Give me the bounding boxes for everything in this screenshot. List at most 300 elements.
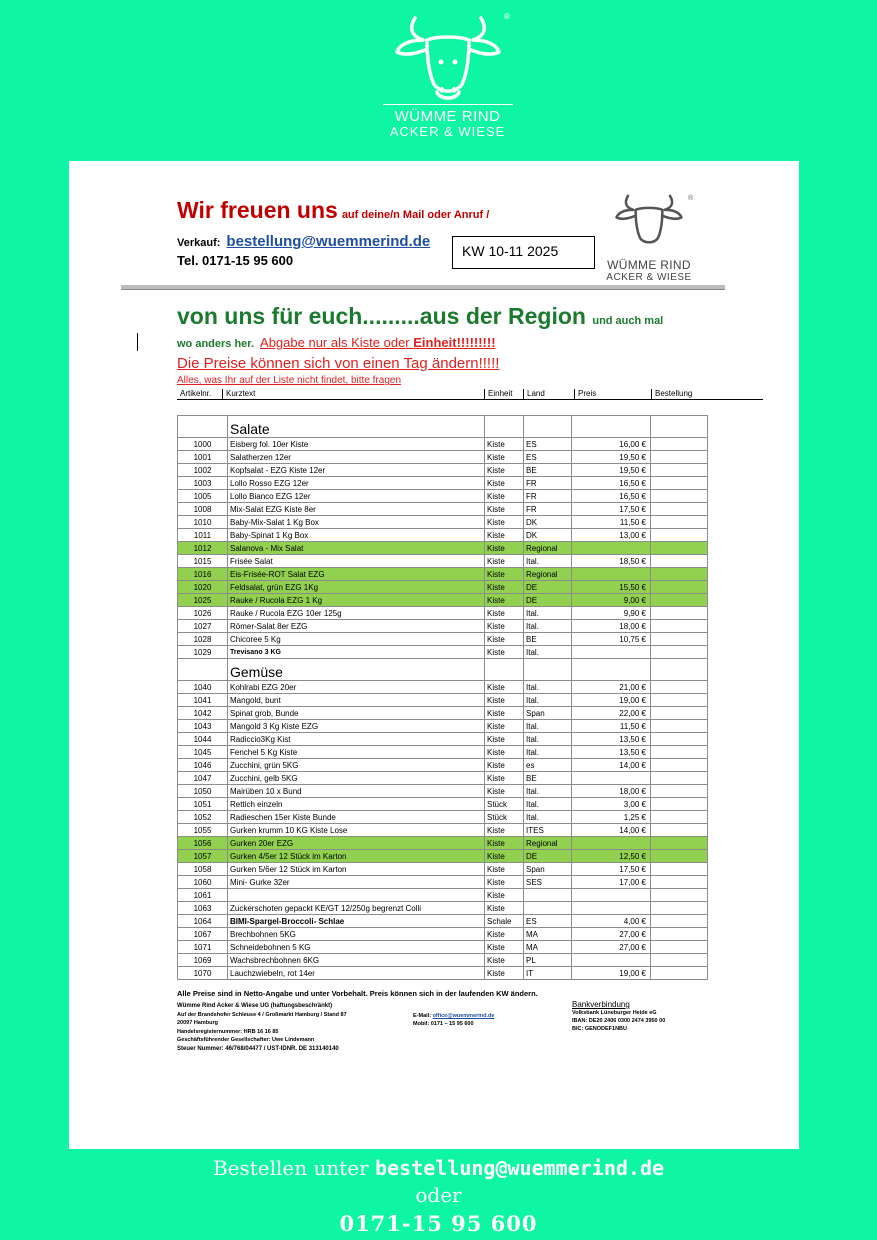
article-country: Regional xyxy=(524,837,572,850)
table-row xyxy=(178,646,708,659)
table-row xyxy=(178,733,708,746)
article-country: MA xyxy=(524,941,572,954)
article-price: 16,50 € xyxy=(572,490,651,503)
article-text: Kopfsalat - EZG Kiste 12er xyxy=(228,464,485,477)
article-price xyxy=(572,954,651,967)
order-cell[interactable] xyxy=(651,503,708,516)
article-text: Feldsalat, grün EZG 1Kg xyxy=(228,581,485,594)
article-country: DE xyxy=(524,581,572,594)
article-number: 1051 xyxy=(178,798,228,811)
article-country: Ital. xyxy=(524,785,572,798)
section-spacer xyxy=(524,416,572,438)
article-price: 17,50 € xyxy=(572,503,651,516)
company-hrb: Handelsregisternummer: HRB 16 16 85 xyxy=(177,1028,279,1035)
table-row xyxy=(178,915,708,928)
article-unit: Kiste xyxy=(485,876,524,889)
order-cell[interactable] xyxy=(651,451,708,464)
table-row xyxy=(178,720,708,733)
order-cell[interactable] xyxy=(651,477,708,490)
article-country: ES xyxy=(524,438,572,451)
article-number: 1069 xyxy=(178,954,228,967)
order-cell[interactable] xyxy=(651,438,708,451)
table-row xyxy=(178,581,708,594)
article-number: 1061 xyxy=(178,889,228,902)
order-cell[interactable] xyxy=(651,568,708,581)
article-number: 1058 xyxy=(178,863,228,876)
article-unit: Kiste xyxy=(485,902,524,915)
order-line: Bestellen unter bestellung@wuemmerind.de xyxy=(212,1156,665,1180)
article-number: 1001 xyxy=(178,451,228,464)
article-number: 1008 xyxy=(178,503,228,516)
article-price xyxy=(572,837,651,850)
section-spacer xyxy=(572,416,651,438)
article-country: Ital. xyxy=(524,694,572,707)
table-row xyxy=(178,451,708,464)
article-number: 1015 xyxy=(178,555,228,568)
article-country: FR xyxy=(524,477,572,490)
article-price: 27,00 € xyxy=(572,941,651,954)
section-header xyxy=(178,659,708,681)
article-unit: Kiste xyxy=(485,967,524,980)
article-country: BE xyxy=(524,464,572,477)
table-row xyxy=(178,516,708,529)
article-number: 1005 xyxy=(178,490,228,503)
article-price: 11,50 € xyxy=(572,720,651,733)
table-row xyxy=(178,824,708,837)
article-country: Span xyxy=(524,707,572,720)
article-country: ES xyxy=(524,915,572,928)
registered-mark: ® xyxy=(504,12,510,21)
article-text: Zucchini, gelb 5KG xyxy=(228,772,485,785)
article-unit: Kiste xyxy=(485,542,524,555)
article-unit: Stück xyxy=(485,811,524,824)
article-price: 22,00 € xyxy=(572,707,651,720)
article-number: 1052 xyxy=(178,811,228,824)
article-price: 18,00 € xyxy=(572,620,651,633)
table-row xyxy=(178,464,708,477)
article-text: Lollo Rosso EZG 12er xyxy=(228,477,485,490)
article-price: 3,00 € xyxy=(572,798,651,811)
article-country: Ital. xyxy=(524,811,572,824)
article-price: 19,00 € xyxy=(572,967,651,980)
article-country: Ital. xyxy=(524,620,572,633)
verkauf-line: Verkauf: bestellung@wuemmerind.de xyxy=(177,233,431,250)
article-unit: Kiste xyxy=(485,941,524,954)
article-text: Frisée Salat xyxy=(228,555,485,568)
article-price: 19,00 € xyxy=(572,694,651,707)
article-number: 1063 xyxy=(178,902,228,915)
article-unit: Kiste xyxy=(485,451,524,464)
article-unit: Kiste xyxy=(485,477,524,490)
article-unit: Kiste xyxy=(485,928,524,941)
order-cell[interactable] xyxy=(651,798,708,811)
article-number: 1028 xyxy=(178,633,228,646)
order-cell[interactable] xyxy=(651,746,708,759)
order-cell[interactable] xyxy=(651,850,708,863)
table-row xyxy=(178,620,708,633)
calendar-week-box: KW 10-11 2025 xyxy=(452,236,595,269)
article-price: 16,00 € xyxy=(572,438,651,451)
order-cell[interactable] xyxy=(651,824,708,837)
table-row xyxy=(178,837,708,850)
article-unit: Kiste xyxy=(485,863,524,876)
article-country: DK xyxy=(524,516,572,529)
article-text: Römer-Salat 8er EZG xyxy=(228,620,485,633)
table-row xyxy=(178,876,708,889)
article-text: Radiccio3Kg Kist xyxy=(228,733,485,746)
article-number: 1070 xyxy=(178,967,228,980)
table-row xyxy=(178,438,708,451)
article-unit: Kiste xyxy=(485,490,524,503)
section-title: Salate xyxy=(228,416,485,438)
company-name: Wümme Rind Acker & Wiese UG (haftungsbeschränkt) xyxy=(177,1003,333,1009)
price-table xyxy=(177,415,708,980)
col-preis: Preis xyxy=(574,389,596,400)
article-price: 19,50 € xyxy=(572,451,651,464)
order-cell[interactable] xyxy=(651,542,708,555)
article-unit: Stück xyxy=(485,798,524,811)
order-cell[interactable] xyxy=(651,837,708,850)
order-cell[interactable] xyxy=(651,720,708,733)
article-text: Rauke / Rucola EZG 1 Kg xyxy=(228,594,485,607)
article-country: SES xyxy=(524,876,572,889)
article-text: Gurken krumm 10 KG Kiste Lose xyxy=(228,824,485,837)
article-unit: Kiste xyxy=(485,694,524,707)
article-country: Ital. xyxy=(524,720,572,733)
article-unit: Kiste xyxy=(485,759,524,772)
document-logo xyxy=(599,189,699,287)
text-cursor xyxy=(137,333,138,351)
order-banner xyxy=(0,1155,877,1239)
table-row xyxy=(178,811,708,824)
article-country: DE xyxy=(524,850,572,863)
footer-note: Alle Preise sind in Netto-Angabe und unter Vorbehalt. Preis können sich in der laufenden KW ändern. xyxy=(177,989,538,998)
article-price: 10,75 € xyxy=(572,633,651,646)
cow-head-icon xyxy=(393,10,503,102)
article-text: Radieschen 15er Kiste Bunde xyxy=(228,811,485,824)
article-number: 1044 xyxy=(178,733,228,746)
article-text: Fenchel 5 Kg Kiste xyxy=(228,746,485,759)
article-number: 1027 xyxy=(178,620,228,633)
document-brand-name: WÜMME RIND xyxy=(607,258,691,272)
article-country: IT xyxy=(524,967,572,980)
order-cell[interactable] xyxy=(651,581,708,594)
article-country: Ital. xyxy=(524,733,572,746)
ask-notice: Alles, was Ihr auf der Liste nicht findet, bitte fragen xyxy=(177,375,402,386)
article-price: 1,25 € xyxy=(572,811,651,824)
order-cell[interactable] xyxy=(651,811,708,824)
order-cell[interactable] xyxy=(651,464,708,477)
article-number: 1047 xyxy=(178,772,228,785)
article-text: Brechbohnen 5KG xyxy=(228,928,485,941)
article-price xyxy=(572,646,651,659)
section-spacer xyxy=(485,659,524,681)
article-text: Gurken 5/6er 12 Stück im Karton xyxy=(228,863,485,876)
article-unit: Kiste xyxy=(485,607,524,620)
article-country: Ital. xyxy=(524,798,572,811)
article-number: 1042 xyxy=(178,707,228,720)
article-price: 11,50 € xyxy=(572,516,651,529)
table-row xyxy=(178,863,708,876)
article-number: 1041 xyxy=(178,694,228,707)
article-unit: Kiste xyxy=(485,516,524,529)
price-list-document xyxy=(69,161,799,1149)
table-row xyxy=(178,477,708,490)
article-price: 14,00 € xyxy=(572,824,651,837)
bank-name: Volksbank Lüneburger Heide eG xyxy=(572,1010,657,1016)
article-text: Spinat grob, Bunde xyxy=(228,707,485,720)
table-row xyxy=(178,568,708,581)
article-price xyxy=(572,568,651,581)
table-row xyxy=(178,850,708,863)
article-country: Span xyxy=(524,863,572,876)
article-text: Rettich einzeln xyxy=(228,798,485,811)
order-cell[interactable] xyxy=(651,941,708,954)
office-email-link[interactable]: office@wuemmerind.de xyxy=(432,1013,495,1019)
order-cell[interactable] xyxy=(651,633,708,646)
bank-iban: IBAN: DE20 2406 0300 2474 3950 00 xyxy=(572,1018,666,1024)
article-text: Rauke / Rucola EZG 10er 125g xyxy=(228,607,485,620)
article-price: 19,50 € xyxy=(572,464,651,477)
article-number: 1000 xyxy=(178,438,228,451)
article-number: 1064 xyxy=(178,915,228,928)
article-text: Kohlrabi EZG 20er xyxy=(228,681,485,694)
article-unit: Kiste xyxy=(485,620,524,633)
order-cell[interactable] xyxy=(651,954,708,967)
order-cell[interactable] xyxy=(651,694,708,707)
contact-info: E-Mail: office@wuemmerind.de Mobil: 0171 – 15 95 600 xyxy=(413,1013,495,1027)
company-city: 20097 Hamburg xyxy=(177,1020,218,1026)
article-unit: Schale xyxy=(485,915,524,928)
table-row xyxy=(178,607,708,620)
article-country: Regional xyxy=(524,542,572,555)
table-row xyxy=(178,633,708,646)
article-number: 1056 xyxy=(178,837,228,850)
article-number: 1043 xyxy=(178,720,228,733)
order-email-link[interactable]: bestellung@wuemmerind.de xyxy=(226,233,431,250)
article-number: 1012 xyxy=(178,542,228,555)
bank-info xyxy=(572,1001,665,1033)
article-text: Eisberg fol. 10er Kiste xyxy=(228,438,485,451)
article-unit: Kiste xyxy=(485,889,524,902)
article-country: Ital. xyxy=(524,555,572,568)
bank-bic: BIC: GENODEF1NBU xyxy=(572,1026,628,1032)
order-cell[interactable] xyxy=(651,967,708,980)
article-price xyxy=(572,889,651,902)
article-text: Gurken 20er EZG xyxy=(228,837,485,850)
article-unit: Kiste xyxy=(485,772,524,785)
cow-head-icon xyxy=(614,189,684,251)
article-country: FR xyxy=(524,490,572,503)
article-country: es xyxy=(524,759,572,772)
table-row xyxy=(178,707,708,720)
order-cell[interactable] xyxy=(651,915,708,928)
table-row xyxy=(178,681,708,694)
article-unit: Kiste xyxy=(485,503,524,516)
brand-name: WÜMME RIND xyxy=(394,108,501,125)
article-price: 12,50 € xyxy=(572,850,651,863)
article-country: DE xyxy=(524,594,572,607)
article-unit: Kiste xyxy=(485,438,524,451)
article-number: 1045 xyxy=(178,746,228,759)
article-text: Salatherzen 12er xyxy=(228,451,485,464)
table-row xyxy=(178,941,708,954)
article-price: 15,50 € xyxy=(572,581,651,594)
order-cell[interactable] xyxy=(651,707,708,720)
section-spacer xyxy=(178,416,228,438)
article-number: 1071 xyxy=(178,941,228,954)
table-row xyxy=(178,594,708,607)
article-price xyxy=(572,902,651,915)
section-spacer xyxy=(651,659,708,681)
region-headline: von uns für euch.........aus der Region und auch mal xyxy=(177,303,664,329)
article-unit: Kiste xyxy=(485,954,524,967)
table-row xyxy=(178,785,708,798)
article-unit: Kiste xyxy=(485,633,524,646)
article-price: 21,00 € xyxy=(572,681,651,694)
article-unit: Kiste xyxy=(485,581,524,594)
order-cell[interactable] xyxy=(651,733,708,746)
col-artikelnr: Artikelnr. xyxy=(180,389,212,398)
article-number: 1002 xyxy=(178,464,228,477)
article-text: Zuckerschoten gepackt KE/GT 12/250g begrenzt Colli xyxy=(228,902,485,915)
article-country: Ital. xyxy=(524,681,572,694)
article-text: Schneidebohnen 5 KG xyxy=(228,941,485,954)
article-country: PL xyxy=(524,954,572,967)
brand-tagline: ACKER & WIESE xyxy=(389,124,506,139)
article-text: Mangold 3 Kg Kiste EZG xyxy=(228,720,485,733)
table-row xyxy=(178,746,708,759)
price-change-notice: Die Preise können sich von einen Tag ändern!!!!! xyxy=(177,355,500,372)
article-text: Mangold, bunt xyxy=(228,694,485,707)
section-spacer xyxy=(524,659,572,681)
article-text: Trevisano 3 KG xyxy=(228,646,485,659)
article-number: 1050 xyxy=(178,785,228,798)
table-row xyxy=(178,967,708,980)
column-header xyxy=(177,387,763,400)
order-cell[interactable] xyxy=(651,902,708,915)
article-number: 1057 xyxy=(178,850,228,863)
article-price: 27,00 € xyxy=(572,928,651,941)
article-unit: Kiste xyxy=(485,824,524,837)
table-row xyxy=(178,928,708,941)
order-cell[interactable] xyxy=(651,928,708,941)
section-spacer xyxy=(651,416,708,438)
mobile-number: Mobil: 0171 – 15 95 600 xyxy=(413,1021,474,1027)
article-number: 1020 xyxy=(178,581,228,594)
article-number: 1067 xyxy=(178,928,228,941)
article-unit: Kiste xyxy=(485,746,524,759)
article-text: Salanova - Mix Salat xyxy=(228,542,485,555)
col-bestellung: Bestellung xyxy=(651,389,692,400)
order-cell[interactable] xyxy=(651,772,708,785)
table-row xyxy=(178,798,708,811)
article-text: Mini- Gurke 32er xyxy=(228,876,485,889)
order-cell[interactable] xyxy=(651,516,708,529)
article-country: Ital. xyxy=(524,646,572,659)
registered-mark: ® xyxy=(688,195,694,202)
col-einheit: Einheit xyxy=(484,389,512,400)
article-number: 1060 xyxy=(178,876,228,889)
article-price: 13,00 € xyxy=(572,529,651,542)
order-cell[interactable] xyxy=(651,681,708,694)
section-title: Gemüse xyxy=(228,659,485,681)
order-cell[interactable] xyxy=(651,529,708,542)
article-unit: Kiste xyxy=(485,837,524,850)
table-row xyxy=(178,542,708,555)
article-unit: Kiste xyxy=(485,707,524,720)
document-brand-tagline: ACKER & WIESE xyxy=(606,272,692,283)
article-country: BE xyxy=(524,633,572,646)
article-country: Ital. xyxy=(524,746,572,759)
table-row xyxy=(178,759,708,772)
article-text: Gurken 4/5er 12 Stück im Karton xyxy=(228,850,485,863)
article-number: 1040 xyxy=(178,681,228,694)
company-info xyxy=(177,1002,347,1053)
article-price: 13,50 € xyxy=(572,746,651,759)
article-price: 17,50 € xyxy=(572,863,651,876)
order-cell[interactable] xyxy=(651,759,708,772)
article-price xyxy=(572,772,651,785)
article-country xyxy=(524,889,572,902)
article-unit: Kiste xyxy=(485,555,524,568)
header-divider xyxy=(121,285,725,290)
article-price: 9,90 € xyxy=(572,607,651,620)
company-gf: Geschäftsführender Gesellschafter: Uwe Lindemann xyxy=(177,1037,315,1043)
order-cell[interactable] xyxy=(651,555,708,568)
article-unit: Kiste xyxy=(485,568,524,581)
article-text: Mairüben 10 x Bund xyxy=(228,785,485,798)
article-text: Mix-Salat EZG Kiste 8er xyxy=(228,503,485,516)
section-spacer xyxy=(178,659,228,681)
banner-email[interactable]: bestellung@wuemmerind.de xyxy=(375,1156,665,1180)
table-row xyxy=(178,902,708,915)
order-cell[interactable] xyxy=(651,646,708,659)
order-cell[interactable] xyxy=(651,785,708,798)
article-country: BE xyxy=(524,772,572,785)
article-number: 1016 xyxy=(178,568,228,581)
order-cell[interactable] xyxy=(651,607,708,620)
article-unit: Kiste xyxy=(485,681,524,694)
table-row xyxy=(178,954,708,967)
article-text xyxy=(228,889,485,902)
article-unit: Kiste xyxy=(485,529,524,542)
abgabe-line: wo anders her. Abgabe nur als Kiste oder Einheit!!!!!!!!! xyxy=(177,335,496,350)
article-price: 13,50 € xyxy=(572,733,651,746)
table-row xyxy=(178,694,708,707)
order-cell[interactable] xyxy=(651,889,708,902)
article-text: Chicoree 5 Kg xyxy=(228,633,485,646)
article-country: DK xyxy=(524,529,572,542)
order-cell[interactable] xyxy=(651,863,708,876)
article-number: 1010 xyxy=(178,516,228,529)
header-title: Wir freuen uns auf deine/n Mail oder Anruf / xyxy=(177,197,490,223)
banner-phone[interactable]: 0171-15 95 600 xyxy=(339,1211,538,1236)
article-country: MA xyxy=(524,928,572,941)
article-country: Ital. xyxy=(524,607,572,620)
article-text: Lollo Bianco EZG 12er xyxy=(228,490,485,503)
order-cell[interactable] xyxy=(651,490,708,503)
article-country: ES xyxy=(524,451,572,464)
article-text: Lauchzwiebeln, rot 14er xyxy=(228,967,485,980)
order-cell[interactable] xyxy=(651,620,708,633)
article-text: Baby-Mix-Salat 1 Kg Box xyxy=(228,516,485,529)
order-cell[interactable] xyxy=(651,876,708,889)
section-header xyxy=(178,416,708,438)
article-number: 1029 xyxy=(178,646,228,659)
order-cell[interactable] xyxy=(651,594,708,607)
phone-number: Tel. 0171-15 95 600 xyxy=(177,253,294,268)
